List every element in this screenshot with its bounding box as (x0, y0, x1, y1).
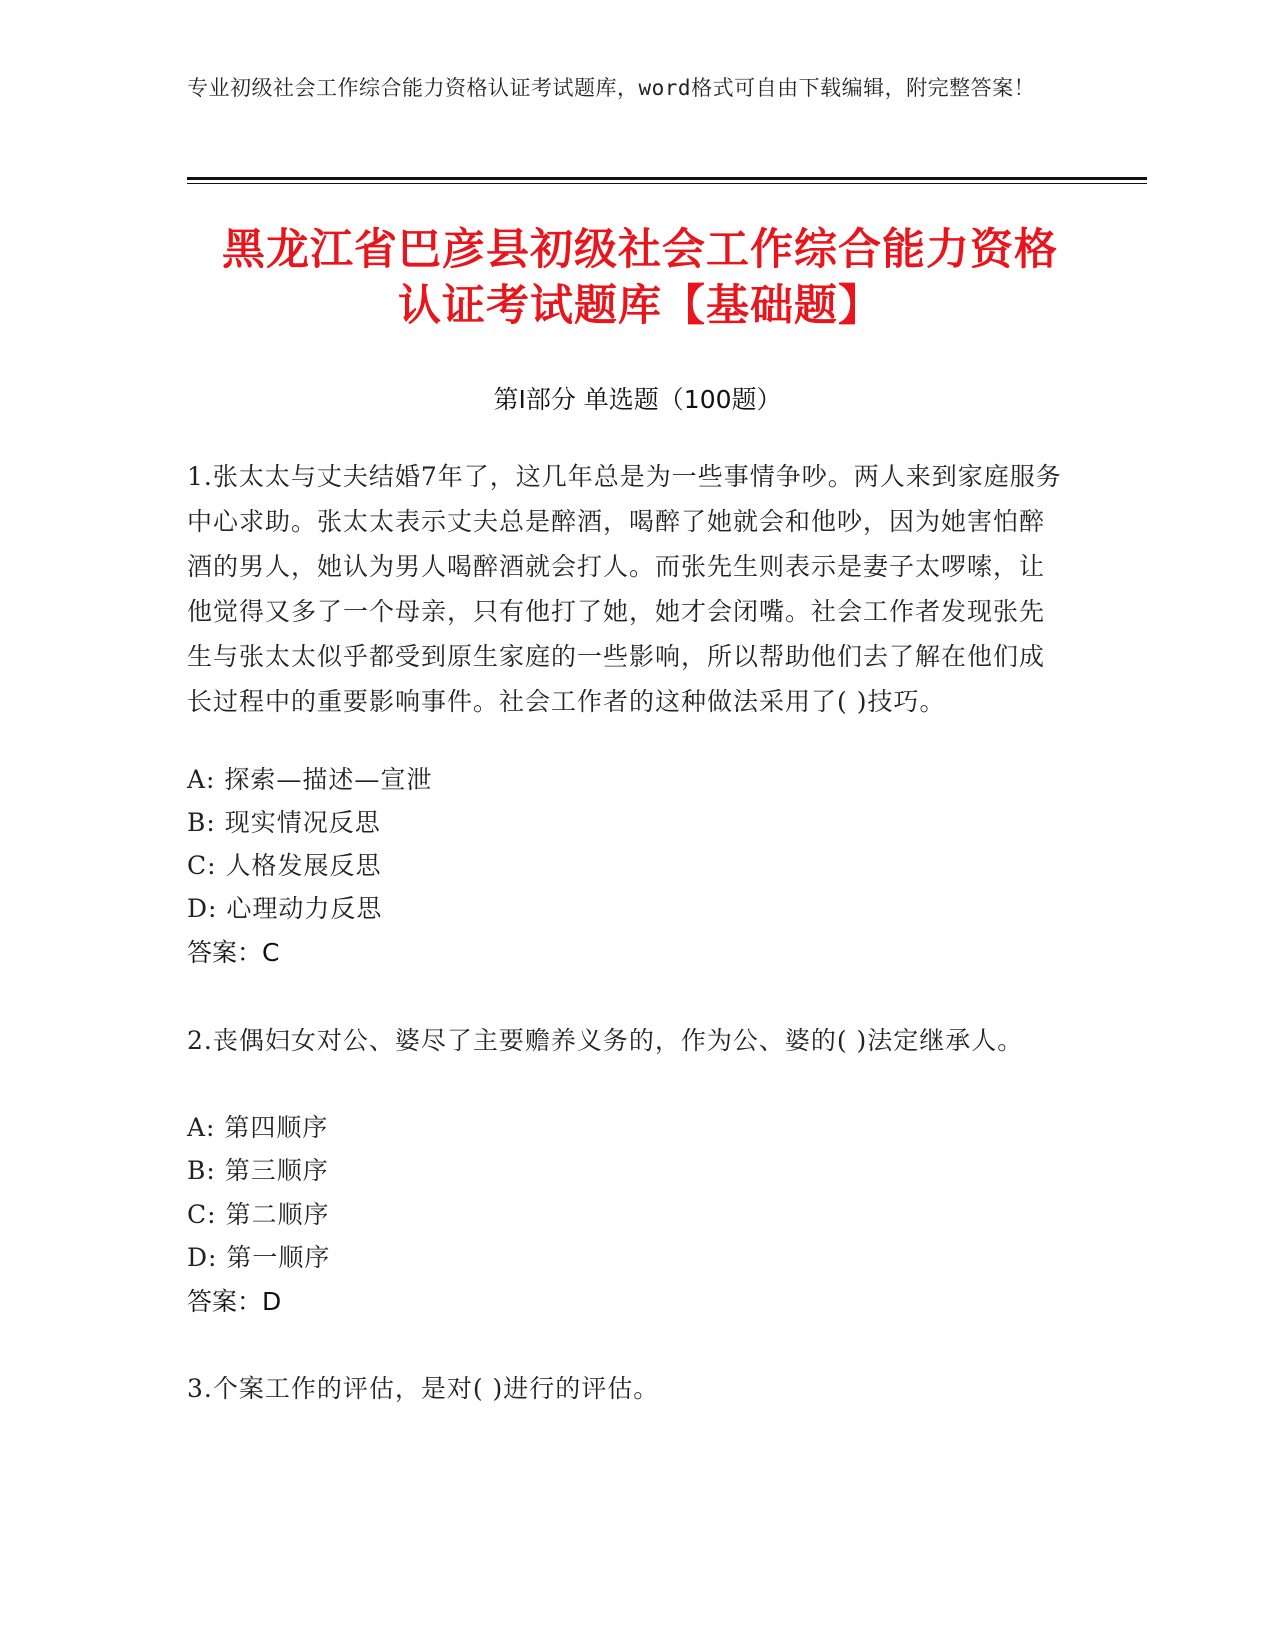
question-2-option-a: A: 第四顺序 (187, 1113, 329, 1142)
header-divider-thin (187, 183, 1147, 184)
header-note: 专业初级社会工作综合能力资格认证考试题库，word格式可自由下载编辑，附完整答案！ (187, 76, 1036, 100)
question-2-stem: 2.丧偶妇女对公、婆尽了主要赡养义务的，作为公、婆的( )法定继承人。 (187, 1026, 1024, 1055)
question-1-option-c: C: 人格发展反思 (187, 851, 382, 880)
question-1-option-a: A: 探索—描述—宣泄 (187, 765, 433, 794)
question-3-stem: 3.个案工作的评估，是对( )进行的评估。 (187, 1374, 660, 1403)
question-1-stem: 1.张太太与丈夫结婚7年了，这几年总是为一些事情争吵。两人来到家庭服务中心求助。张太太表示丈夫总是醉酒，喝醉了她就会和他吵，因为她害怕醉酒的男人，她认为男人喝醉酒就会打人。而张先生则表示是妻子太啰嗦，让他觉得又多了一个母亲，只有他打了她，她才会闭嘴。社会工作者发现张先生与张太太似乎都受到原生家庭的一些影响，所以帮助他们去了解在他们成长过程中的重要影响事件。社会工作者的这种做法采用了( )技巧。 (187, 462, 1062, 716)
question-1-option-b: B: 现实情况反思 (187, 808, 381, 837)
document-title-line-1: 黑龙江省巴彦县初级社会工作综合能力资格 (222, 225, 1058, 275)
document-title (150, 222, 1130, 334)
question-2-option-b: B: 第三顺序 (187, 1156, 329, 1185)
question-2-option-d: D: 第一顺序 (187, 1243, 331, 1272)
section-heading: 第Ⅰ部分 单选题（100题） (493, 385, 782, 414)
question-1-option-d: D: 心理动力反思 (187, 894, 383, 923)
question-1-answer: 答案：C (187, 938, 280, 967)
question-2-option-c: C: 第二顺序 (187, 1200, 330, 1229)
header-divider-thick (187, 177, 1147, 180)
question-2-answer: 答案：D (187, 1287, 282, 1316)
document-title-line-2: 认证考试题库【基础题】 (398, 281, 882, 331)
